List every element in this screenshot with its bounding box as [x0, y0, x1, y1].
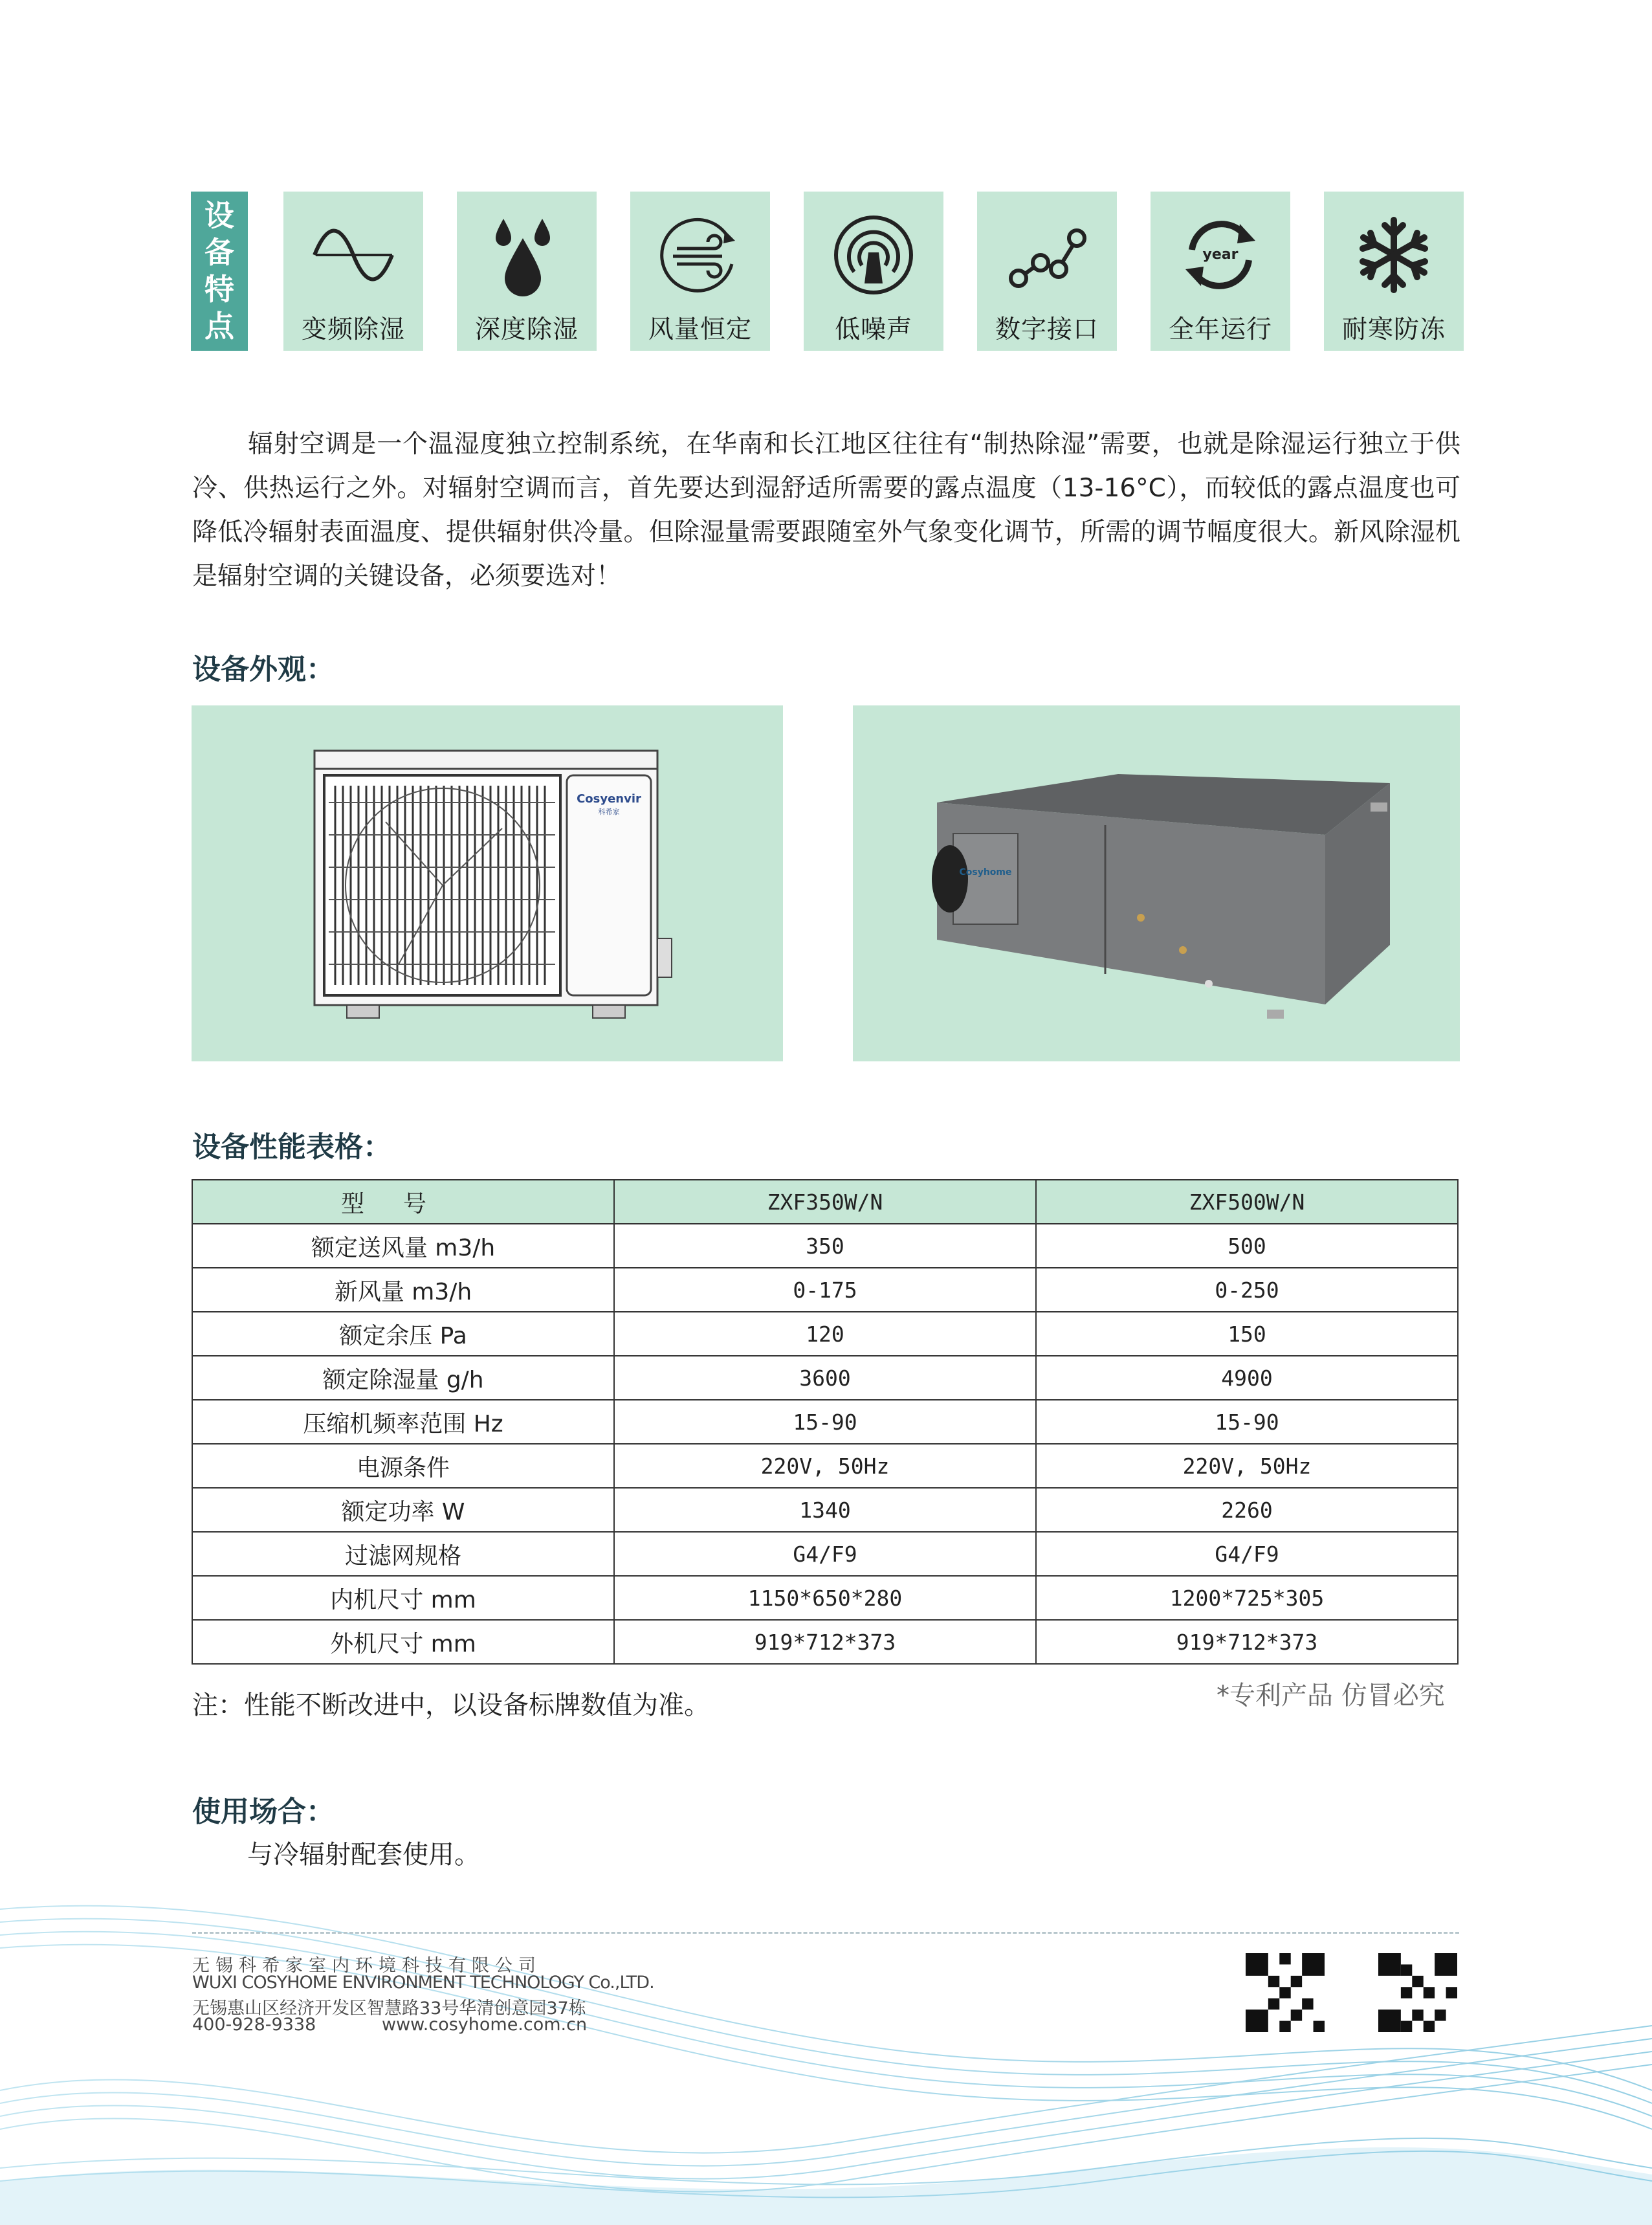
- param-value: 15-90: [1036, 1400, 1458, 1444]
- feature-tile-inverter: [283, 192, 423, 351]
- feature-label: 全年运行: [1168, 315, 1272, 344]
- qr-code-wechat: [1246, 1953, 1325, 2032]
- footer-company-cn: 无锡科希家室内环境科技有限公司: [192, 1956, 542, 1976]
- feature-tile-low-noise: [804, 192, 943, 351]
- param-value: 2260: [1036, 1488, 1458, 1532]
- patent-notice: *专利产品 仿冒必究: [1217, 1681, 1445, 1710]
- water-drops-icon: [484, 212, 569, 298]
- table-row: [192, 1356, 1458, 1400]
- feature-tile-constant-air: [630, 192, 770, 351]
- param-value: 919*712*373: [1036, 1620, 1458, 1664]
- table-header-row: [192, 1180, 1458, 1224]
- table-row: [192, 1224, 1458, 1268]
- table-row: [192, 1620, 1458, 1664]
- param-name: 额定除湿量 g/h: [192, 1356, 614, 1400]
- footer-company-en: WUXI COSYHOME ENVIRONMENT TECHNOLOGY Co.,LTD.: [192, 1973, 654, 1993]
- intro-paragraph: 辐射空调是一个温湿度独立控制系统，在华南和长江地区往往有“制热除湿”需要，也就是除湿运行独立于供冷、供热运行之外。对辐射空调而言，首先要达到湿舒适所需要的露点温度（13-16°C），而较低的露点温度也可降低冷辐射表面温度、提供辐射供冷量。但除湿量需要跟随室外气象变化调节，所需的调节幅度很大。新风除湿机是辐射空调的关键设备，必须要选对！: [192, 430, 1460, 591]
- digital-nodes-icon: [1004, 212, 1090, 298]
- outdoor-unit-image: [192, 705, 783, 1061]
- sine-wave-icon: [311, 212, 396, 298]
- param-name: 额定功率 W: [192, 1488, 614, 1532]
- feature-tile-deep-dehumid: [457, 192, 597, 351]
- table-row: [192, 1488, 1458, 1532]
- column-header: ZXF350W/N: [614, 1180, 1036, 1224]
- low-noise-icon: [831, 212, 916, 298]
- footer-divider: [192, 1932, 1459, 1934]
- feature-label: 数字接口: [995, 315, 1099, 344]
- param-value: 220V, 50Hz: [614, 1444, 1036, 1488]
- year-cycle-icon: [1178, 212, 1263, 298]
- param-value: G4/F9: [614, 1532, 1036, 1576]
- usage-heading: 使用场合：: [192, 1795, 335, 1828]
- param-name: 压缩机频率范围 Hz: [192, 1400, 614, 1444]
- features-title: [191, 192, 248, 351]
- feature-label: 耐寒防冻: [1341, 315, 1446, 344]
- param-value: 150: [1036, 1312, 1458, 1356]
- features-title-char: 点: [204, 309, 234, 344]
- spec-table: [192, 1179, 1459, 1665]
- qr-code-website: [1378, 1953, 1457, 2032]
- param-value: 4900: [1036, 1356, 1458, 1400]
- footer-website: www.cosyhome.com.cn: [382, 2015, 588, 2035]
- wind-cycle-icon: [657, 212, 743, 298]
- param-value: 1340: [614, 1488, 1036, 1532]
- feature-tile-digital: [977, 192, 1117, 351]
- feature-tile-cold-resist: [1324, 192, 1464, 351]
- features-title-char: 特: [204, 272, 234, 307]
- param-value: 120: [614, 1312, 1036, 1356]
- background-waves: [0, 1896, 1652, 2225]
- feature-label: 风量恒定: [648, 315, 752, 344]
- column-header: ZXF500W/N: [1036, 1180, 1458, 1224]
- param-name: 额定送风量 m3/h: [192, 1224, 614, 1268]
- param-name: 外机尺寸 mm: [192, 1620, 614, 1664]
- param-value: 1200*725*305: [1036, 1576, 1458, 1620]
- param-name: 额定余压 Pa: [192, 1312, 614, 1356]
- feature-label: 低噪声: [834, 315, 912, 344]
- spec-note: 注：性能不断改进中，以设备标牌数值为准。: [192, 1690, 710, 1720]
- feature-label: 深度除湿: [474, 315, 578, 344]
- footer-address: 无锡惠山区经济开发区智慧路33号华清创意园37栋: [192, 1998, 586, 2019]
- param-value: 3600: [614, 1356, 1036, 1400]
- outdoor-brand-logo-cn: 科希家: [598, 808, 620, 816]
- features-title-char: 备: [204, 235, 234, 270]
- feature-label: 变频除湿: [301, 315, 405, 344]
- table-row: [192, 1268, 1458, 1312]
- param-name: 新风量 m3/h: [192, 1268, 614, 1312]
- snowflake-icon: [1351, 212, 1437, 298]
- indoor-unit-image: [853, 705, 1460, 1061]
- param-name: 过滤网规格: [192, 1532, 614, 1576]
- table-row: [192, 1444, 1458, 1488]
- table-row: [192, 1576, 1458, 1620]
- usage-text: 与冷辐射配套使用。: [247, 1840, 480, 1870]
- param-value: 15-90: [614, 1400, 1036, 1444]
- svg-text:year: year: [1202, 247, 1239, 263]
- feature-tile-all-year: [1151, 192, 1290, 351]
- outdoor-brand-logo: Cosyenvir: [577, 792, 641, 806]
- param-value: 220V, 50Hz: [1036, 1444, 1458, 1488]
- table-row: [192, 1312, 1458, 1356]
- table-row: [192, 1532, 1458, 1576]
- footer-phone: 400-928-9338: [192, 2015, 316, 2035]
- param-value: 500: [1036, 1224, 1458, 1268]
- param-value: G4/F9: [1036, 1532, 1458, 1576]
- param-name: 电源条件: [192, 1444, 614, 1488]
- appearance-heading: 设备外观：: [192, 653, 335, 686]
- column-header: 型号: [192, 1180, 614, 1224]
- param-value: 1150*650*280: [614, 1576, 1036, 1620]
- param-value: 919*712*373: [614, 1620, 1036, 1664]
- spec-heading: 设备性能表格：: [192, 1131, 391, 1164]
- param-value: 0-250: [1036, 1268, 1458, 1312]
- param-value: 350: [614, 1224, 1036, 1268]
- indoor-brand-logo: Cosyhome: [959, 867, 1012, 878]
- table-row: [192, 1400, 1458, 1444]
- features-title-char: 设: [204, 198, 234, 233]
- param-name: 内机尺寸 mm: [192, 1576, 614, 1620]
- param-value: 0-175: [614, 1268, 1036, 1312]
